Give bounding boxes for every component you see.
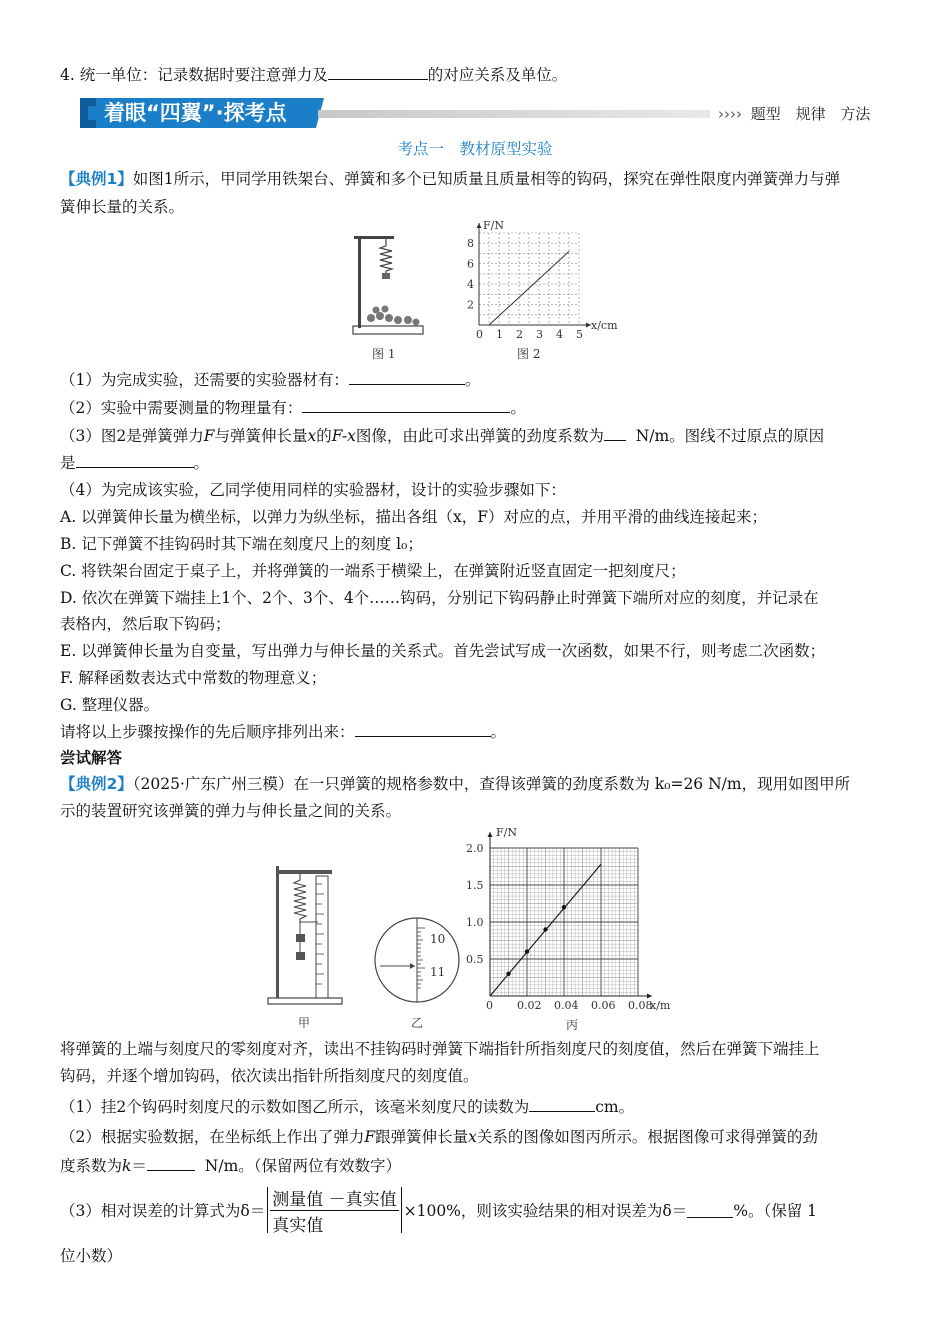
ex1-q2-end: 。 [510,399,526,417]
stand-base [353,326,423,334]
try-answer-heading: 尝试解答 [60,749,123,767]
figure-bing-label: 丙 [566,1018,579,1032]
fig2-y-arrow-icon [477,223,482,228]
jia-crossbar [276,870,332,874]
bing-x-tick: 0.02 [517,999,542,1012]
figure2-label: 图 2 [517,347,541,361]
figure-bing-chart [462,822,684,1018]
ex2-intro2: 示的装置研究该弹簧的弹力与伸长量之间的关系。 [60,802,402,820]
ex1-order-end: 。 [490,723,507,741]
ex2-q2-d: 度系数为 [60,1157,123,1175]
hook-weights-pile [367,306,420,326]
jia-weight-2 [296,952,305,960]
hook-weight [382,273,390,279]
ex1-q3-blank2[interactable] [76,453,194,468]
ex1-intro2: 簧伸长量的关系。 [60,198,185,216]
figure-jia-label: 甲 [298,1016,311,1030]
fig2-x-tick: 5 [576,328,583,341]
ex1-q2-text: （2）实验中需要测量的物理量有： [60,399,303,417]
ex2-q2-F: F [364,1128,376,1146]
section-title: 考点一 教材原型实验 [397,140,553,158]
ex1-step-d1: D. 依次在弹簧下端挂上1个、2个、3个、4个……钩码，分别记下钩码静止时弹簧下端所对应的刻度，并记录在 [60,589,819,607]
bing-x-arrow-icon [647,994,652,999]
bing-y-tick: 0.5 [466,953,484,966]
ex1-q3-a: （3）图2是弹簧弹力 [60,427,204,445]
ex1-step-a: A. 以弹簧伸长量为横坐标，以弹力为纵坐标，描出各组（x，F）对应的点，并用平滑的曲线连接起来； [60,508,768,526]
yi-tick-11: 11 [430,965,446,979]
yi-tick-10: 10 [430,932,446,946]
ex2-tag: 【典例2】 [60,775,133,793]
ex1-step-g: G. 整理仪器。 [60,696,160,714]
fig2-y-tick: 4 [467,278,474,292]
ex1-step-c: C. 将铁架台固定于桌子上，并将弹簧的一端系于横梁上，在弹簧附近竖直固定一把刻度尺； [60,562,686,580]
jia-base [268,998,342,1004]
item4-blank[interactable] [328,65,428,80]
ex1-tag: 【典例1】 [60,170,133,188]
fig2-x-tick: 3 [536,328,543,341]
bing-data-point [525,949,529,953]
ex1-q1-end: 。 [464,371,481,389]
fig2-x-tick: 1 [496,328,503,341]
bing-y-arrow-icon [488,832,493,837]
ex2-q2-e: N/m。（保留两位有效数字） [204,1157,402,1175]
ex1-step-d2: 表格内，然后取下钩码； [60,615,231,633]
fraction-denominator: 真实值 [272,1215,324,1236]
figure2-chart [455,215,625,345]
spring [380,239,392,274]
abs-bar-right [401,1187,402,1233]
jia-spring [294,874,306,924]
ex1-q3-Fx: F-x [331,427,356,445]
ex2-q3-blank[interactable] [687,1203,733,1218]
ex2-q3-line1 [60,1184,817,1236]
ex2-q3-end: %。（保留 1 [733,1202,818,1220]
ex1-intro-line1 [60,167,840,189]
ex1-q3-line2-text: 是 [60,454,76,472]
fraction-numerator: 测量值 －真实值 [270,1185,398,1211]
ex2-q3-text: （3）相对误差的计算式为δ＝ [60,1202,266,1220]
item4-suffix: 的对应关系及单位。 [427,66,568,84]
ex2-q2-blank[interactable] [147,1156,195,1171]
ex2-intro-line1 [60,772,850,794]
relative-error-fraction [270,1185,398,1236]
ex2-q1-blank[interactable] [529,1097,595,1112]
ex1-q3-blank1[interactable] [604,426,626,441]
jia-weight-1 [296,934,305,942]
stand-pole [358,238,361,328]
jia-pole [276,866,279,998]
bing-x-tick: 0.06 [591,999,616,1012]
bing-x-tick: 0 [486,999,493,1012]
ex2-q2-line1 [60,1125,818,1147]
ex1-q3-c: 的 [316,427,332,445]
ex1-q3-line1 [60,424,824,446]
banner-title: 着眼“四翼”·探考点 [104,101,287,125]
ex1-q1-text: （1）为完成实验，还需要的实验器材有： [60,371,349,389]
figure1-apparatus [336,228,436,340]
ex2-q2-a: （2）根据实验数据，在坐标纸上作出了弹力 [60,1128,365,1146]
banner-label-type: 题型 [750,105,781,123]
ex1-q2-blank[interactable] [302,398,510,413]
fig2-x-tick: 2 [516,328,523,341]
bing-y-tick: 2.0 [466,842,484,855]
fig2-y-tick: 8 [467,237,474,251]
ex2-q2-line2 [60,1154,401,1176]
ex2-q1 [60,1095,634,1117]
bing-data-point [506,972,510,976]
ex1-step-f: F. 解释函数表达式中常数的物理意义； [60,669,327,687]
ex1-q3-line2-end: 。 [193,454,210,472]
ex1-q4: （4）为完成该实验，乙同学使用同样的实验器材，设计的实验步骤如下： [60,481,566,499]
bing-x-tick: 0.08 [628,999,653,1012]
banner-label-rule: 规律 [795,105,826,123]
bing-data-point [543,927,547,931]
ex2-q2-eq: ＝ [131,1157,147,1175]
fig2-y-tick: 2 [467,298,474,312]
ex2-p2: 钩码，并逐个增加钩码，依次读出指针所指刻度尺的刻度值。 [60,1067,479,1085]
fig2-x-tick: 4 [556,328,563,341]
banner-divider [318,110,710,118]
ex2-q2-c: 关系的图像如图丙所示。根据图像可求得弹簧的劲 [476,1128,818,1146]
ex1-step-e: E. 以弹簧伸长量为自变量，写出弹力与伸长量的关系式。首先尝试写成一次函数，如果不行，则考虑二次函数； [60,642,826,660]
ex2-q3-line2: 位小数） [60,1247,123,1265]
banner-label-method: 方法 [840,105,871,123]
fig2-y-tick: 6 [467,257,474,271]
ex1-q3-e: N/m。图线不过原点的原因 [635,427,825,445]
jia-ruler-ticks [316,884,324,984]
ex1-q1 [60,368,480,390]
ex2-q2-k: k [122,1157,132,1175]
ex1-order-blank[interactable] [355,722,491,737]
figure1-label: 图 1 [372,347,396,361]
figure-yi-ruler-reading [372,912,462,1008]
bing-x-label: x/m [650,999,671,1012]
ex2-q1-unit: cm。 [595,1098,635,1116]
figure-jia-apparatus [266,858,346,1008]
abs-bar-left [267,1187,268,1233]
fig2-x-label: x/cm [591,319,618,332]
ex1-step-b: B. 记下弹簧不挂钩码时其下端在刻度尺上的刻度 l₀； [60,535,423,553]
ex1-intro1: 如图1所示，甲同学用铁架台、弹簧和多个已知质量且质量相等的钩码，探究在弹性限度内弹簧弹力与弹 [132,170,841,188]
ex1-q3-line2 [60,451,209,473]
fig2-y-label: F/N [483,219,504,232]
item4-line [60,63,567,85]
ex1-q1-blank[interactable] [349,370,465,385]
ex2-intro1: （2025·广东广州三模）在一只弹簧的规格参数中，查得该弹簧的劲度系数为 k₀=26 N/m，现用如图甲所 [132,775,851,793]
ex2-q2-b: 跟弹簧伸长量 [375,1128,469,1146]
ex1-q3-b: 与弹簧伸长量 [214,427,308,445]
banner-right [718,103,870,124]
bing-y-tick: 1.5 [466,879,484,892]
ex1-q3-F: F [203,427,215,445]
ex1-q3-x: x [307,427,317,445]
bing-y-label: F/N [496,826,517,839]
ex1-q2 [60,396,526,418]
fig2-x-tick: 0 [476,328,483,341]
ex2-q3-mid: ×100%，则该实验结果的相对误差为δ＝ [403,1202,688,1220]
chevrons-icon: ›››› [718,105,742,123]
stand-crossbar [354,236,394,239]
bing-data-point [562,905,566,909]
bing-x-tick: 0.04 [554,999,579,1012]
ex2-q2-x: x [468,1128,477,1146]
figure-yi-label: 乙 [411,1016,424,1030]
ex2-q1-text: （1）挂2个钩码时刻度尺的示数如图乙所示，该毫米刻度尺的读数为 [60,1098,530,1116]
bing-y-tick: 1.0 [466,916,484,929]
item4-prefix: 4. 统一单位：记录数据时要注意弹力及 [60,66,328,84]
ex2-p1: 将弹簧的上端与刻度尺的零刻度对齐，读出不挂钩码时弹簧下端指针所指刻度尺的刻度值，然后在弹簧下端挂上 [60,1040,820,1058]
ex1-order [60,720,506,742]
ex1-order-text: 请将以上步骤按操作的先后顺序排列出来： [60,723,355,741]
ex1-q3-d: 图像，由此可求出弹簧的劲度系数为 [355,427,604,445]
